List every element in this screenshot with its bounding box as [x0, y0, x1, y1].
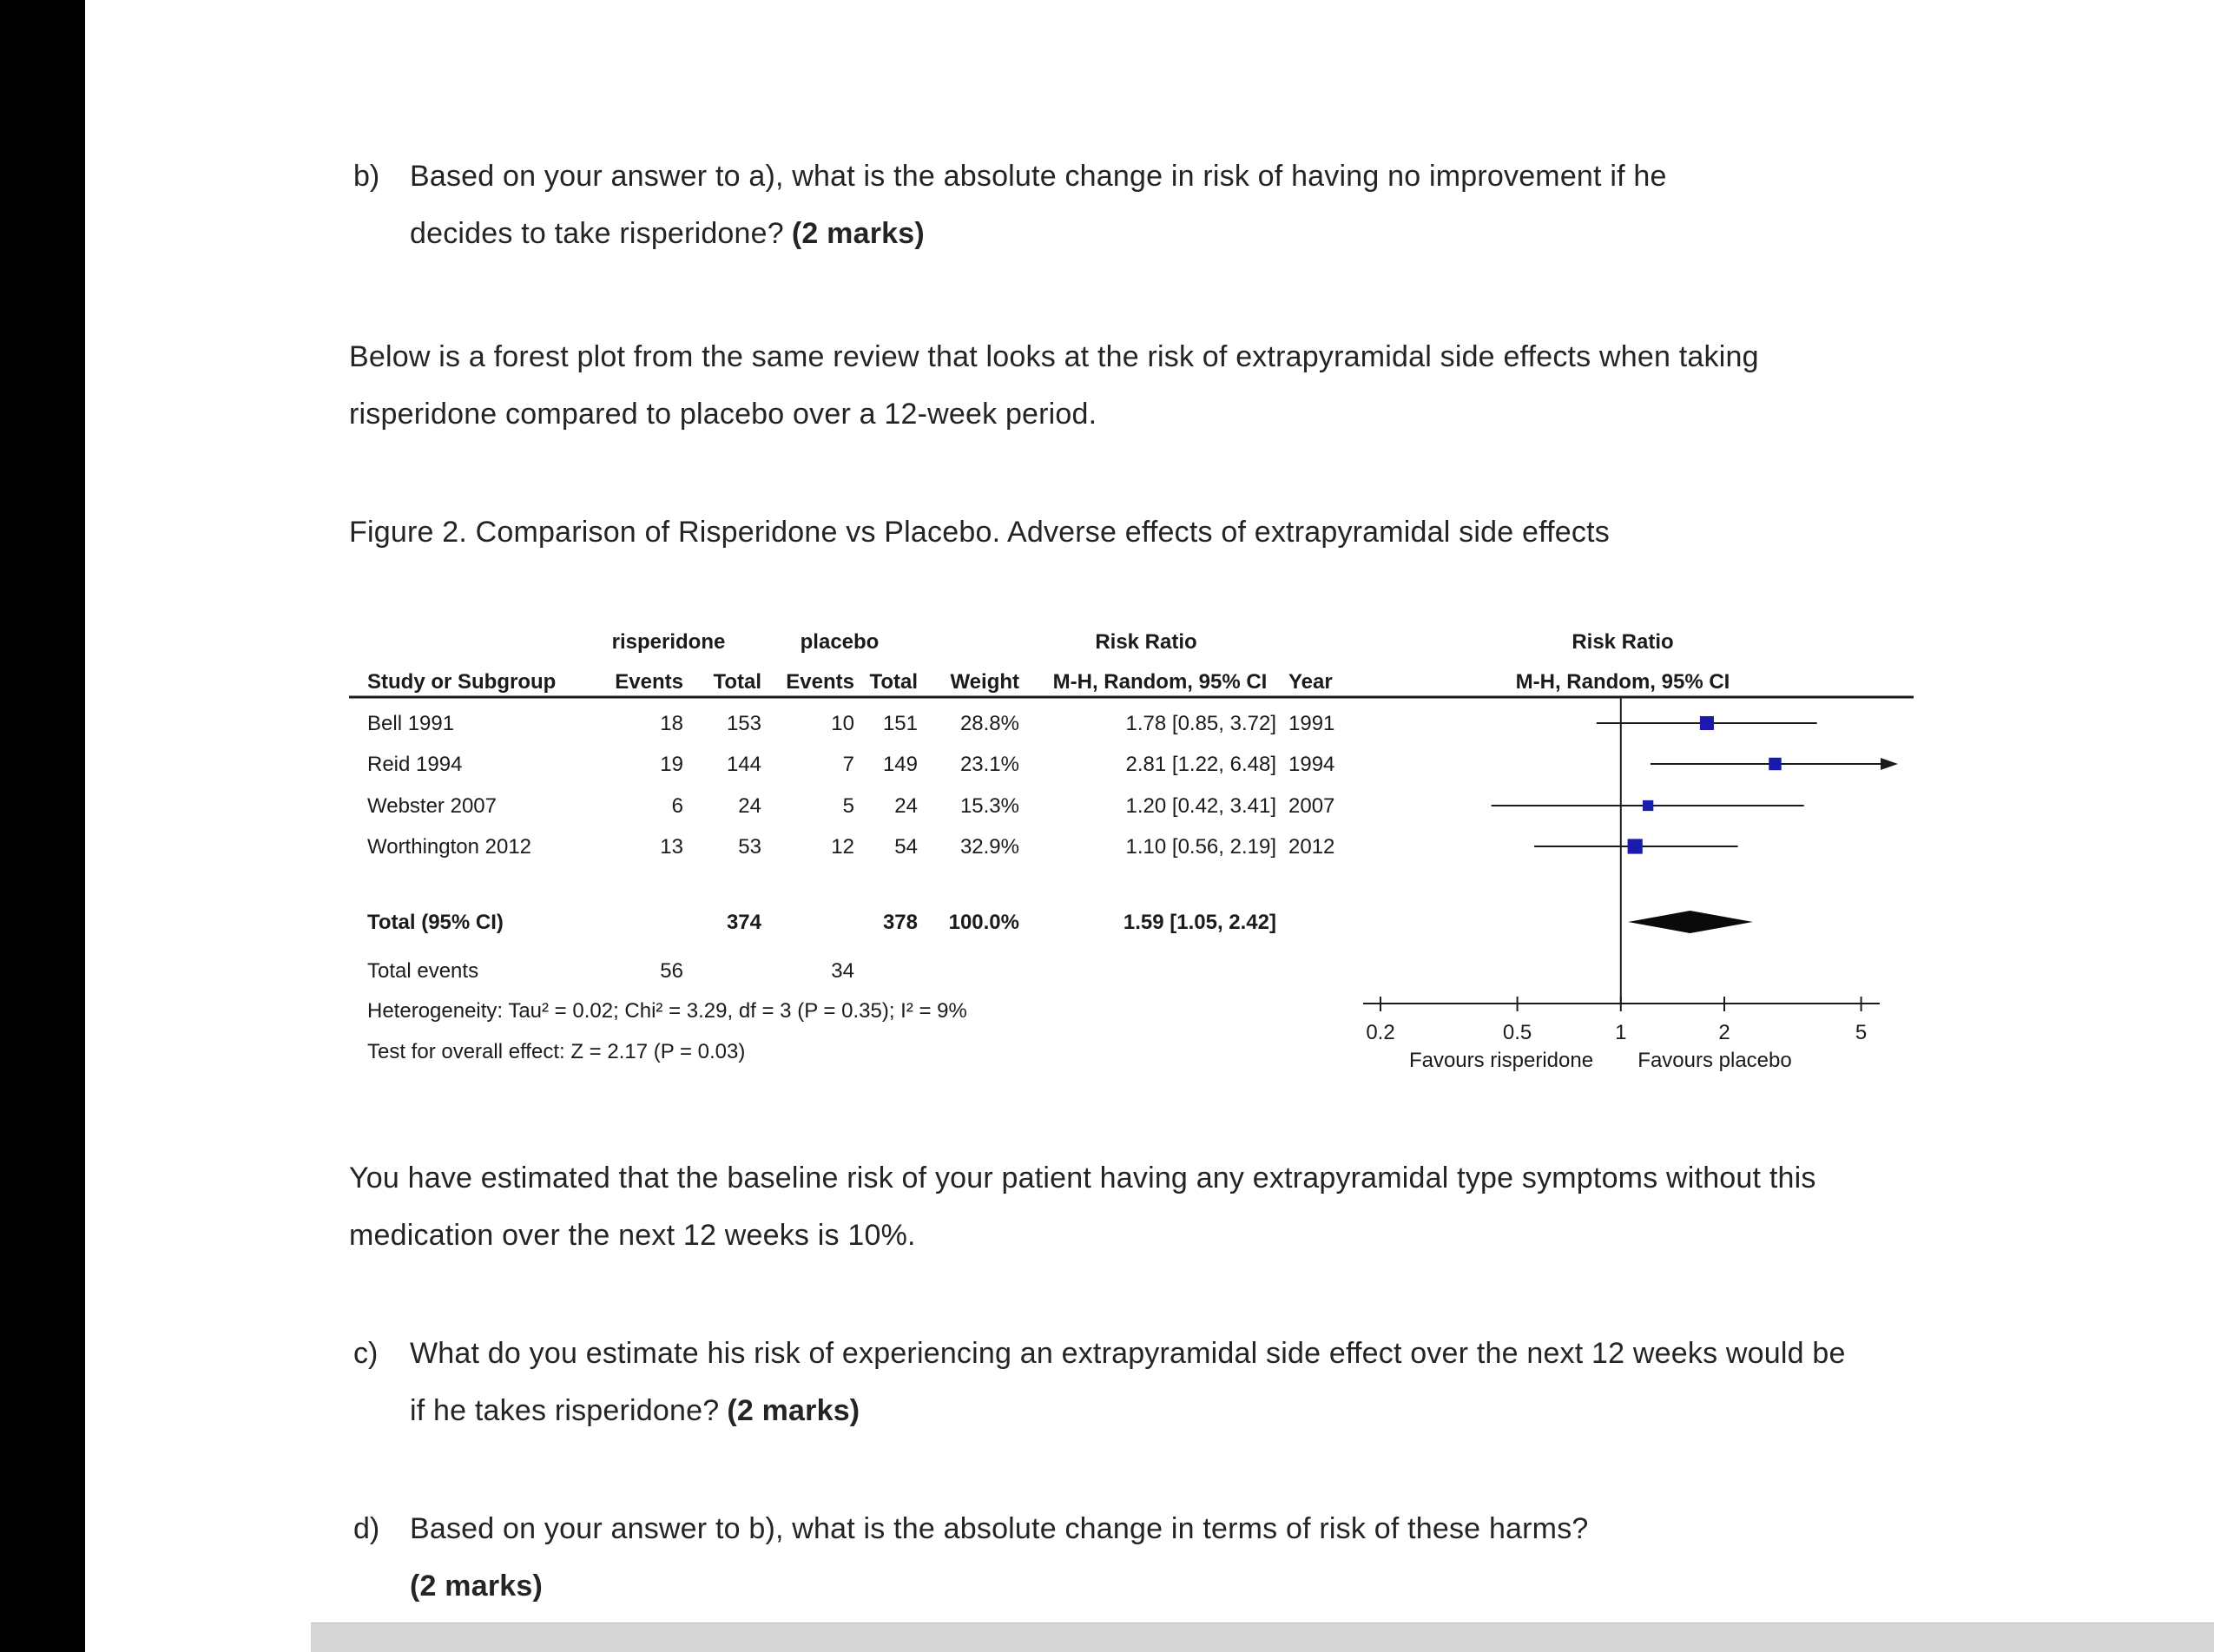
header-risk-ratio-right: Risk Ratio: [1572, 630, 1674, 654]
study-total-control: 149: [882, 753, 918, 776]
effect-square: [1628, 839, 1643, 853]
total-ci-label: 1.59 [1.05, 2.42]: [1123, 911, 1276, 934]
header-events-treatment: Events: [615, 670, 683, 694]
study-weight: 32.9%: [959, 835, 1019, 859]
question-c-marks: (2 marks): [727, 1394, 860, 1427]
question-c: [353, 1325, 1868, 1439]
study-events-treatment: 18: [660, 712, 683, 735]
total-control: 378: [882, 911, 918, 934]
header-events-control: Events: [786, 670, 854, 694]
total-diamond: [1628, 911, 1753, 933]
forest-plot-svg: [0, 616, 2214, 1102]
question-d-text: [410, 1500, 1947, 1615]
study-weight: 15.3%: [959, 794, 1019, 818]
question-b-text: [410, 148, 1730, 262]
question-b-label: b): [353, 160, 380, 193]
scan-bottom-grey-bar: [311, 1622, 2214, 1652]
axis-tick-label: 1: [1615, 1021, 1627, 1044]
effect-square: [1769, 758, 1781, 770]
study-name: Worthington 2012: [367, 835, 532, 859]
study-name: Bell 1991: [367, 712, 455, 735]
header-total-control: Total: [869, 670, 918, 694]
study-weight: 28.8%: [959, 712, 1019, 735]
ci-arrow: [1881, 758, 1898, 770]
header-risk-ratio-left: Risk Ratio: [1095, 630, 1197, 654]
study-ci-label: 1.10 [0.56, 2.19]: [1125, 835, 1276, 859]
header-control-group: placebo: [800, 630, 880, 654]
favours-left-label: Favours risperidone: [1408, 1049, 1594, 1072]
study-weight: 23.1%: [959, 753, 1019, 776]
study-total-treatment: 144: [726, 753, 761, 776]
question-c-body: What do you estimate his risk of experiencing an extrapyramidal side effect over the next 12 weeks would be if he takes risperidone?: [410, 1337, 1846, 1427]
axis-tick-label: 2: [1718, 1021, 1730, 1044]
study-year: 2007: [1288, 794, 1335, 818]
study-name: Reid 1994: [367, 753, 463, 776]
study-events-treatment: 6: [671, 794, 683, 818]
effect-square: [1700, 716, 1714, 730]
heterogeneity-stat: Heterogeneity: Tau² = 0.02; Chi² = 3.29, df = 3 (P = 0.35); I² = 9%: [367, 999, 967, 1023]
study-ci-label: 1.20 [0.42, 3.41]: [1125, 794, 1276, 818]
study-total-control: 151: [882, 712, 918, 735]
study-total-treatment: 24: [738, 794, 761, 818]
header-weight: Weight: [950, 670, 1019, 694]
axis-tick-label: 5: [1855, 1021, 1868, 1044]
question-d-marks: (2 marks): [410, 1570, 543, 1603]
header-method-left: M-H, Random, 95% CI: [1052, 670, 1268, 694]
effect-square: [1643, 800, 1653, 811]
question-b: [353, 148, 1730, 262]
header-year: Year: [1288, 670, 1333, 694]
question-c-label: c): [353, 1337, 379, 1370]
study-total-treatment: 153: [726, 712, 761, 735]
study-total-treatment: 53: [738, 835, 761, 859]
question-b-body: Based on your answer to a), what is the absolute change in risk of having no improvement if he decides to take risperidone?: [410, 160, 1667, 250]
total-events-label: Total events: [367, 959, 479, 983]
total-events-control: 34: [831, 959, 854, 983]
figure-caption: Figure 2. Comparison of Risperidone vs Placebo. Adverse effects of extrapyramidal side effects: [349, 516, 1610, 549]
header-treatment-group: risperidone: [611, 630, 726, 654]
overall-effect-stat: Test for overall effect: Z = 2.17 (P = 0.03): [367, 1040, 746, 1063]
question-d-label: d): [353, 1512, 380, 1545]
study-total-control: 54: [894, 835, 918, 859]
favours-right-label: Favours placebo: [1637, 1049, 1792, 1072]
study-name: Webster 2007: [367, 794, 497, 818]
axis-tick-label: 0.5: [1502, 1021, 1532, 1044]
study-events-treatment: 19: [660, 753, 683, 776]
question-d-body: Based on your answer to b), what is the absolute change in terms of risk of these harms?: [410, 1512, 1589, 1545]
total-label: Total (95% CI): [367, 911, 504, 934]
study-ci-label: 2.81 [1.22, 6.48]: [1125, 753, 1276, 776]
total-events-treatment: 56: [660, 959, 683, 983]
study-year: 2012: [1288, 835, 1335, 859]
baseline-risk-paragraph: You have estimated that the baseline risk of your patient having any extrapyramidal type symptoms without this medication over the next 12 weeks is 10%.: [349, 1162, 1816, 1252]
study-events-control: 7: [842, 753, 854, 776]
study-events-control: 10: [831, 712, 854, 735]
header-study: Study or Subgroup: [367, 670, 557, 694]
study-events-control: 5: [842, 794, 854, 818]
total-weight: 100.0%: [948, 911, 1019, 934]
study-year: 1991: [1288, 712, 1335, 735]
question-d: [353, 1500, 1947, 1615]
study-ci-label: 1.78 [0.85, 3.72]: [1125, 712, 1276, 735]
study-events-treatment: 13: [660, 835, 683, 859]
study-events-control: 12: [831, 835, 854, 859]
header-method-right: M-H, Random, 95% CI: [1515, 670, 1730, 694]
total-treatment: 374: [726, 911, 761, 934]
question-c-text: [410, 1325, 1868, 1439]
study-total-control: 24: [894, 794, 918, 818]
axis-tick-label: 0.2: [1366, 1021, 1395, 1044]
study-year: 1994: [1288, 753, 1335, 776]
intro-paragraph: Below is a forest plot from the same review that looks at the risk of extrapyramidal side effects when taking risperidone compared to placebo over a 12-week period.: [349, 340, 1759, 431]
header-total-treatment: Total: [713, 670, 761, 694]
question-b-marks: (2 marks): [791, 217, 925, 250]
